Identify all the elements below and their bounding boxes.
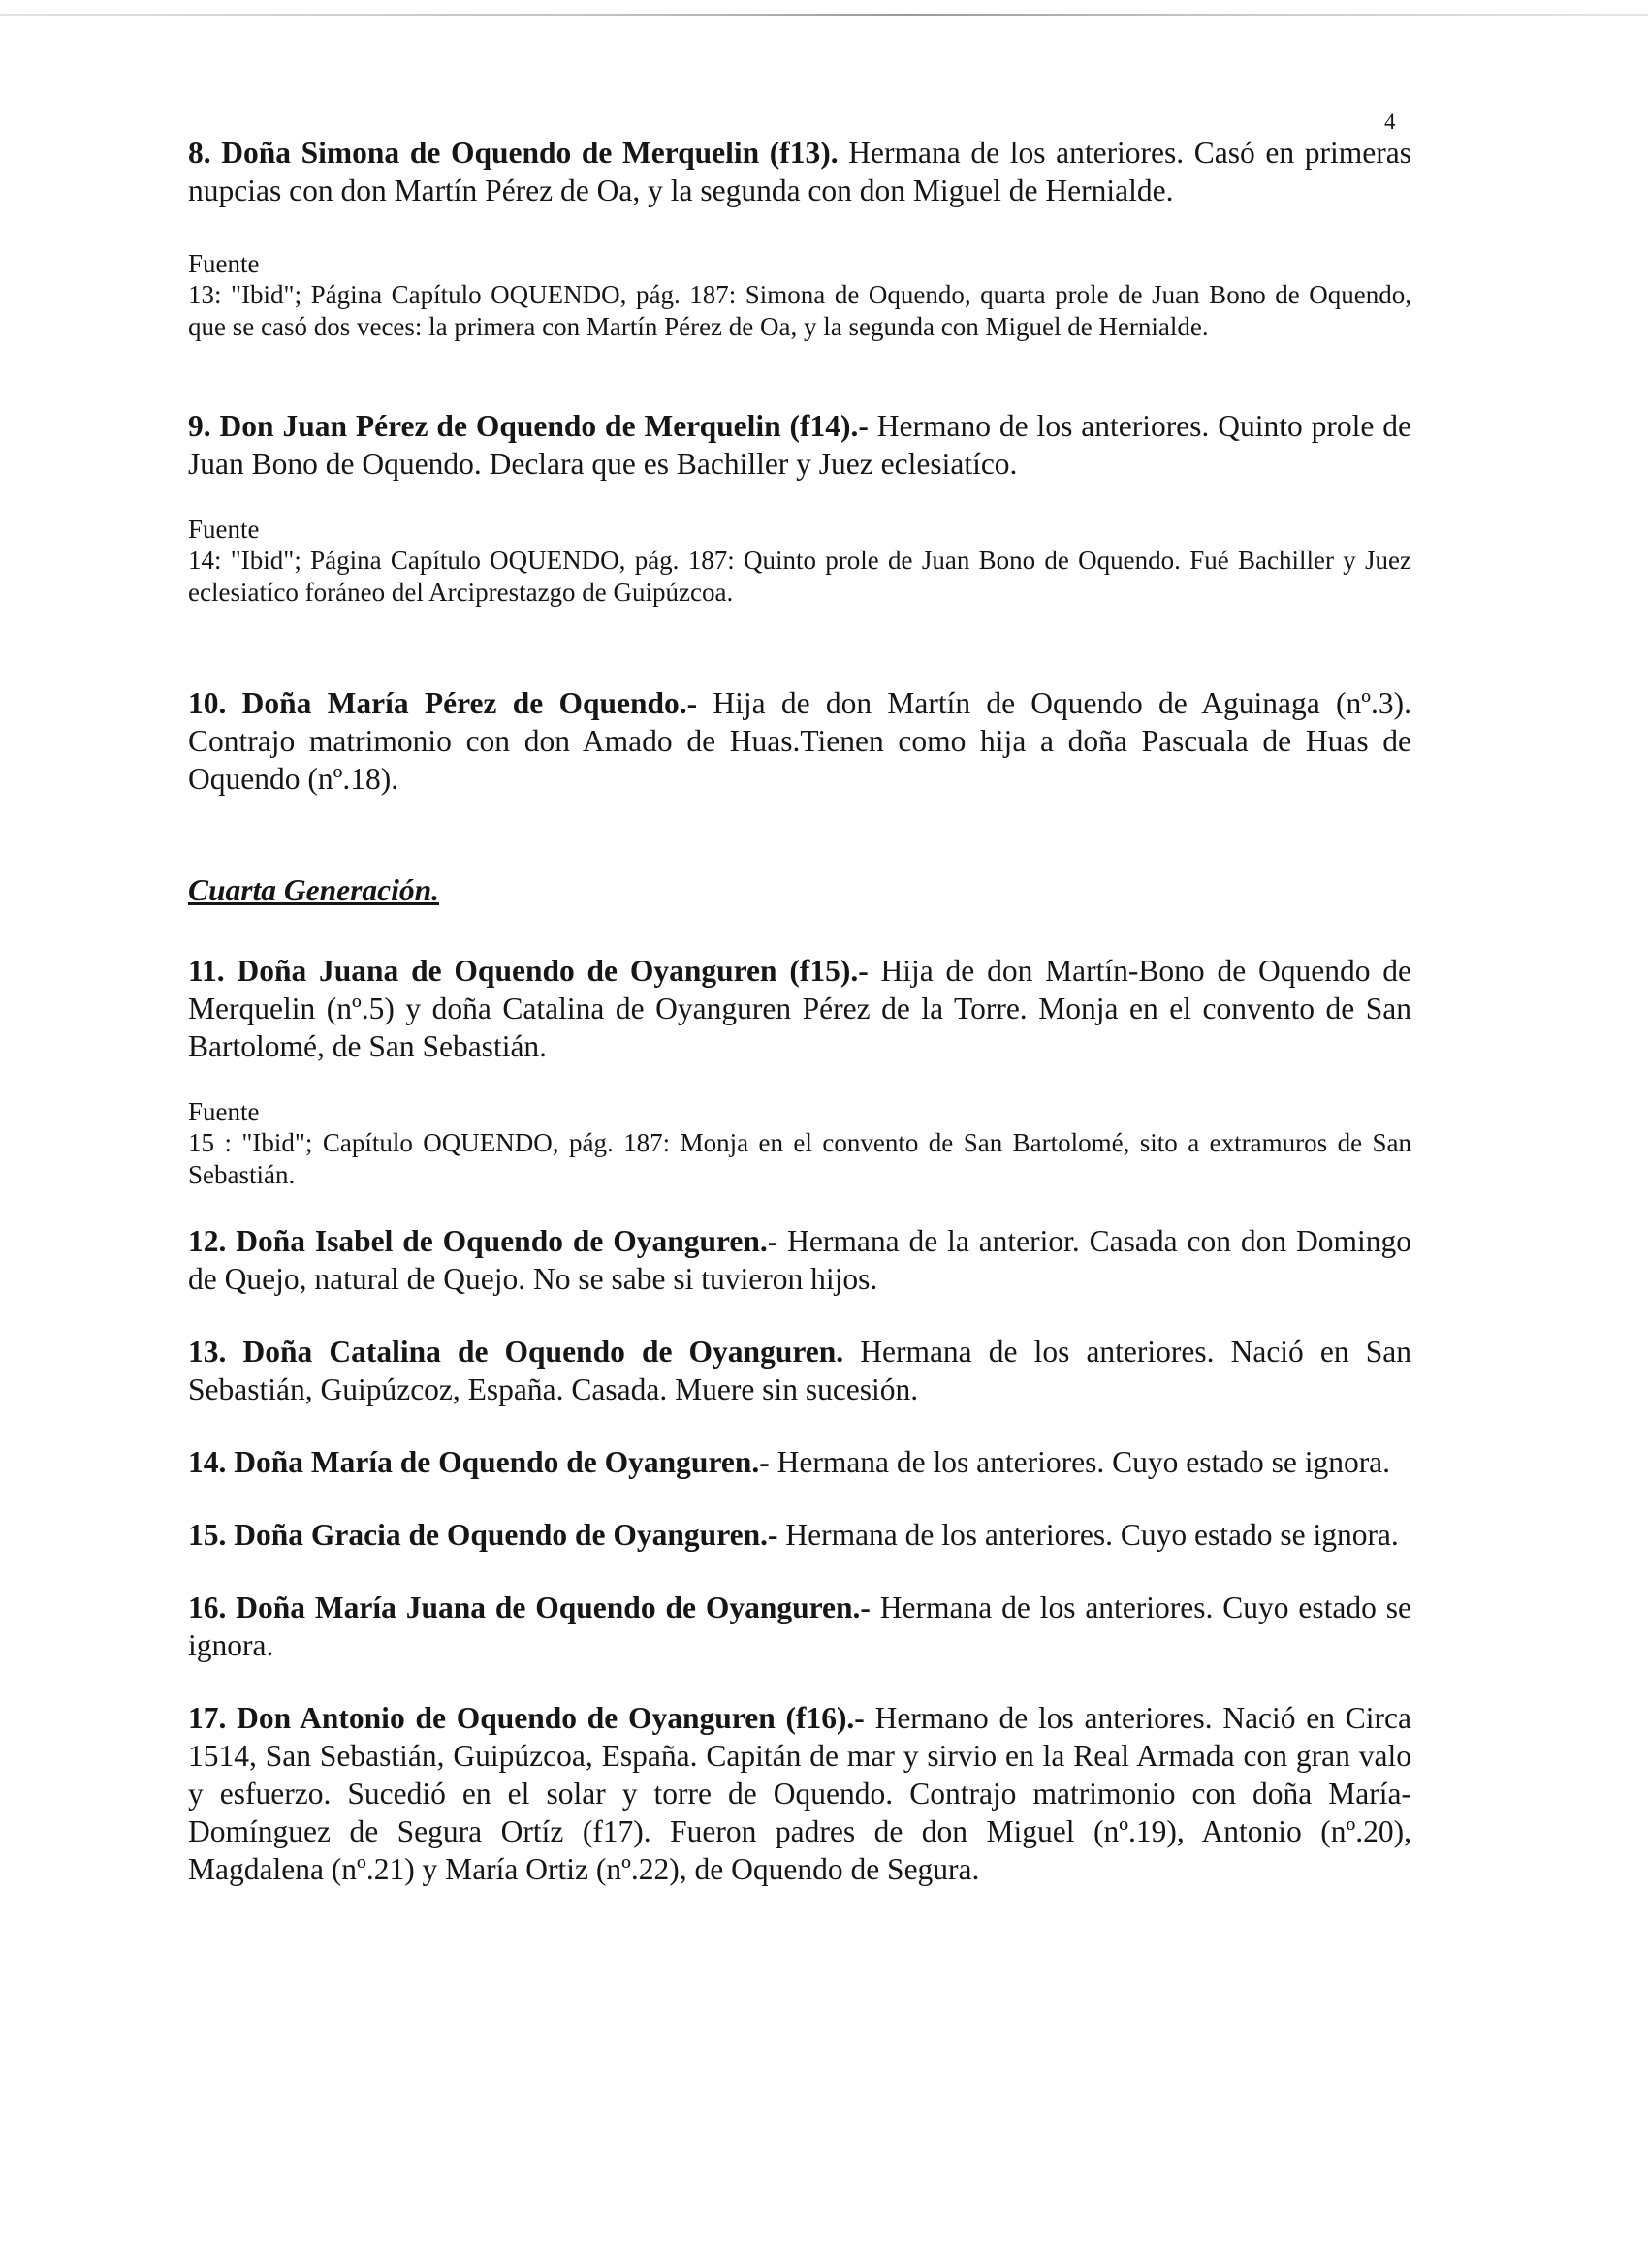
entry-text: Hija de don Martín de Oquendo de Aguinaga (nº.3). Contrajo matrimonio con don Amado de Huas.Tienen como hija a doña Pascuala de Huas de Oquendo (nº.18). [188, 686, 1411, 796]
entry-text: Hermana de los anteriores. Cuyo estado se ignora. [777, 1518, 1399, 1552]
entry-text: Hermano de los anteriores. Quinto prole de Juan Bono de Oquendo. Declara que es Bachiller y Juez eclesiatíco. [188, 409, 1411, 481]
source-text: 14: "Ibid"; Página Capítulo OQUENDO, pág. 187: Quinto prole de Juan Bono de Oquendo. Fué Bachiller y Juez eclesiatíco foráneo del Arciprestazgo de Guipúzcoa. [188, 546, 1411, 607]
source-15 [188, 1096, 1411, 1191]
entry-heading: 12. Doña Isabel de Oquendo de Oyanguren.- [188, 1224, 778, 1258]
entry-text: Hermana de los anteriores. Cuyo estado se ignora. [188, 1591, 1411, 1662]
entry-text: Hermana de los anteriores. Casó en primeras nupcias con don Martín Pérez de Oa, y la segunda con don Miguel de Hernialde. [188, 136, 1411, 207]
entry-text: Hermana de los anteriores. Cuyo estado se ignora. [769, 1445, 1391, 1479]
entry-heading: 11. Doña Juana de Oquendo de Oyanguren (f15).- [188, 954, 869, 988]
entry-15 [188, 1516, 1411, 1554]
entry-heading: 15. Doña Gracia de Oquendo de Oyanguren.- [188, 1518, 778, 1552]
entry-text: Hermano de los anteriores. Nació en Circa 1514, San Sebastián, Guipúzcoa, España. Capitán de mar y sirvio en la Real Armada con gran valo y esfuerzo. Sucedió en el solar y torre de Oquendo. Contrajo matrimonio con doña María-Domínguez de Segura Ortíz (f17). Fueron padres de don Miguel (nº.19), Antonio (nº.20), Magdalena (nº.21) y María Ortiz (nº.22), de Oquendo de Segura. [188, 1701, 1411, 1886]
entry-13 [188, 1333, 1411, 1408]
source-label: Fuente [188, 515, 260, 544]
scan-edge-line [0, 14, 1648, 16]
entry-text: Hermana de la anterior. Casada con don Domingo de Quejo, natural de Quejo. No se sabe si tuvieron hijos. [188, 1224, 1411, 1296]
entry-9 [188, 407, 1411, 483]
page-number: 4 [1384, 110, 1396, 134]
source-label: Fuente [188, 249, 260, 278]
source-label: Fuente [188, 1097, 260, 1126]
source-14 [188, 514, 1411, 609]
entry-text: Hija de don Martín-Bono de Oquendo de Merquelin (nº.5) y doña Catalina de Oyanguren Pérez de la Torre. Monja en el convento de San Bartolomé, de San Sebastián. [188, 954, 1411, 1063]
entry-heading: 13. Doña Catalina de Oquendo de Oyanguren. [188, 1335, 844, 1369]
source-text: 13: "Ibid"; Página Capítulo OQUENDO, pág. 187: Simona de Oquendo, quarta prole de Juan Bono de Oquendo, que se casó dos veces: la primera con Martín Pérez de Oa, y la segunda con Miguel de Hernialde. [188, 280, 1411, 341]
entry-11 [188, 952, 1411, 1065]
entry-16 [188, 1589, 1411, 1664]
entry-17 [188, 1699, 1411, 1888]
entry-heading: 14. Doña María de Oquendo de Oyanguren.- [188, 1445, 770, 1479]
source-text: 15 : "Ibid"; Capítulo OQUENDO, pág. 187: Monja en el convento de San Bartolomé, sito a extramuros de San Sebastián. [188, 1128, 1411, 1189]
document-body [188, 134, 1411, 1888]
source-13 [188, 248, 1411, 343]
entry-14 [188, 1443, 1411, 1481]
entry-10 [188, 684, 1411, 798]
section-heading: Cuarta Generación. [188, 873, 440, 907]
entry-text: Hermana de los anteriores. Nació en San Sebastián, Guipúzcoz, España. Casada. Muere sin sucesión. [188, 1335, 1411, 1406]
entry-heading: 16. Doña María Juana de Oquendo de Oyanguren.- [188, 1591, 871, 1624]
entry-heading: 17. Don Antonio de Oquendo de Oyanguren (f16).- [188, 1701, 865, 1735]
entry-heading: 9. Don Juan Pérez de Oquendo de Merquelin (f14).- [188, 409, 869, 443]
entry-12 [188, 1222, 1411, 1298]
entry-8 [188, 134, 1411, 209]
entry-heading: 8. Doña Simona de Oquendo de Merquelin (f13). [188, 136, 839, 170]
entry-heading: 10. Doña María Pérez de Oquendo.- [188, 686, 698, 720]
